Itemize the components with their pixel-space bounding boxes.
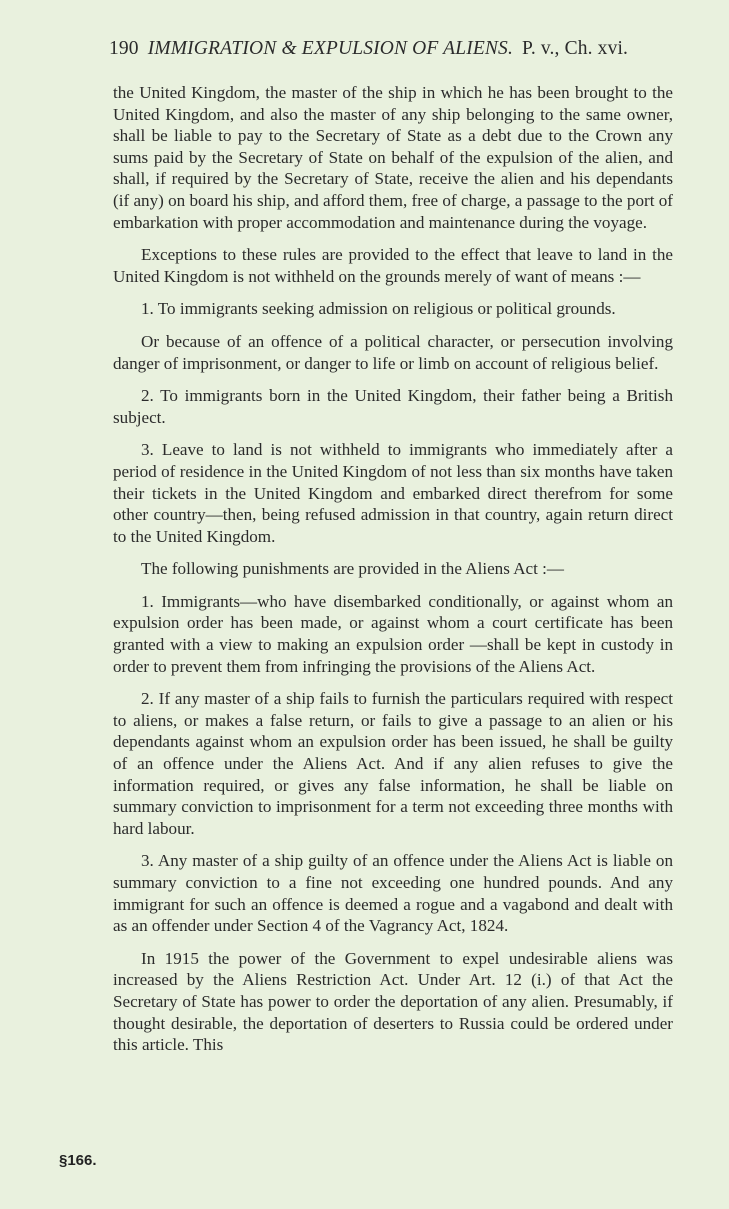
- chapter-reference: P. v., Ch. xvi.: [521, 38, 629, 59]
- running-title: IMMIGRATION & EXPULSION OF ALIENS.: [147, 38, 513, 59]
- paragraph: 2. If any master of a ship fails to furnish the particulars required with respect to aliens, or makes a false return, or fails to give a passage to an alien or his dependants against whom an expulsion order has been issued, he shall be guilty of an offence under the Aliens Act. And if any alien refuses to give the information required, or gives any false information, he shall be liable on summary conviction to imprisonment for a term not exceeding three months with hard labour.: [113, 689, 673, 838]
- paragraph: Or because of an offence of a political character, or persecution involving danger of imprisonment, or danger to life or limb on account of religious belief.: [113, 331, 673, 373]
- paragraph: In 1915 the power of the Government to expel undesirable aliens was increased by the Aliens Restriction Act. Under Art. 12 (i.) of that Act the Secretary of State has power to order the deportation of any alien. Presumably, if thought desirable, the deportation of deserters to Russia could be ordered under this article. This: [113, 948, 673, 1055]
- running-header: [109, 38, 675, 60]
- paragraph: 1. To immigrants seeking admission on religious or political grounds.: [141, 299, 616, 319]
- paragraph: 2. To immigrants born in the United Kingdom, their father being a British subject.: [113, 386, 673, 427]
- page-number: 190: [109, 38, 139, 59]
- paragraph: the United Kingdom, the master of the ship in which he has been brought to the United Kingdom, and also the master of any ship belonging to the same owner, shall be liable to pay to the Secretary of State as a debt due to the Crown any sums paid by the Secretary of State on behalf of the expulsion of the alien, and shall, if required by the Secretary of State, receive the alien and his dependants (if any) on board his ship, and afford them, free of charge, a passage to the port of embarkation with proper accommodation and maintenance during the voyage.: [113, 83, 673, 232]
- paragraph: 3. Any master of a ship guilty of an offence under the Aliens Act is liable on summary conviction to a fine not exceeding one hundred pounds. And any immigrant for such an offence is deemed a rogue and a vagabond and dealt with as an offender under Section 4 of the Vagrancy Act, 1824.: [113, 851, 673, 936]
- paragraph: 3. Leave to land is not withheld to immigrants who immediately after a period of residence in the United Kingdom of not less than six months have taken their tickets in the United Kingdom and embarked direct therefrom for some other country—then, being refused admission in that country, again return direct to the United Kingdom.: [113, 440, 673, 546]
- section-margin-reference: §166.: [59, 1152, 97, 1169]
- paragraph: 1. Immigrants—who have disembarked conditionally, or against whom an expulsion order has been made, or against whom a court certificate has been granted with a view to making an expulsion order —shall be kept in custody in order to prevent them from infringing the provisions of the Aliens Act.: [113, 591, 673, 676]
- paragraph: The following punishments are provided in the Aliens Act :—: [141, 559, 565, 579]
- body-text: [113, 82, 673, 1056]
- paragraph: Exceptions to these rules are provided to the effect that leave to land in the United Kingdom is not withheld on the grounds merely of want of means :—: [113, 245, 673, 286]
